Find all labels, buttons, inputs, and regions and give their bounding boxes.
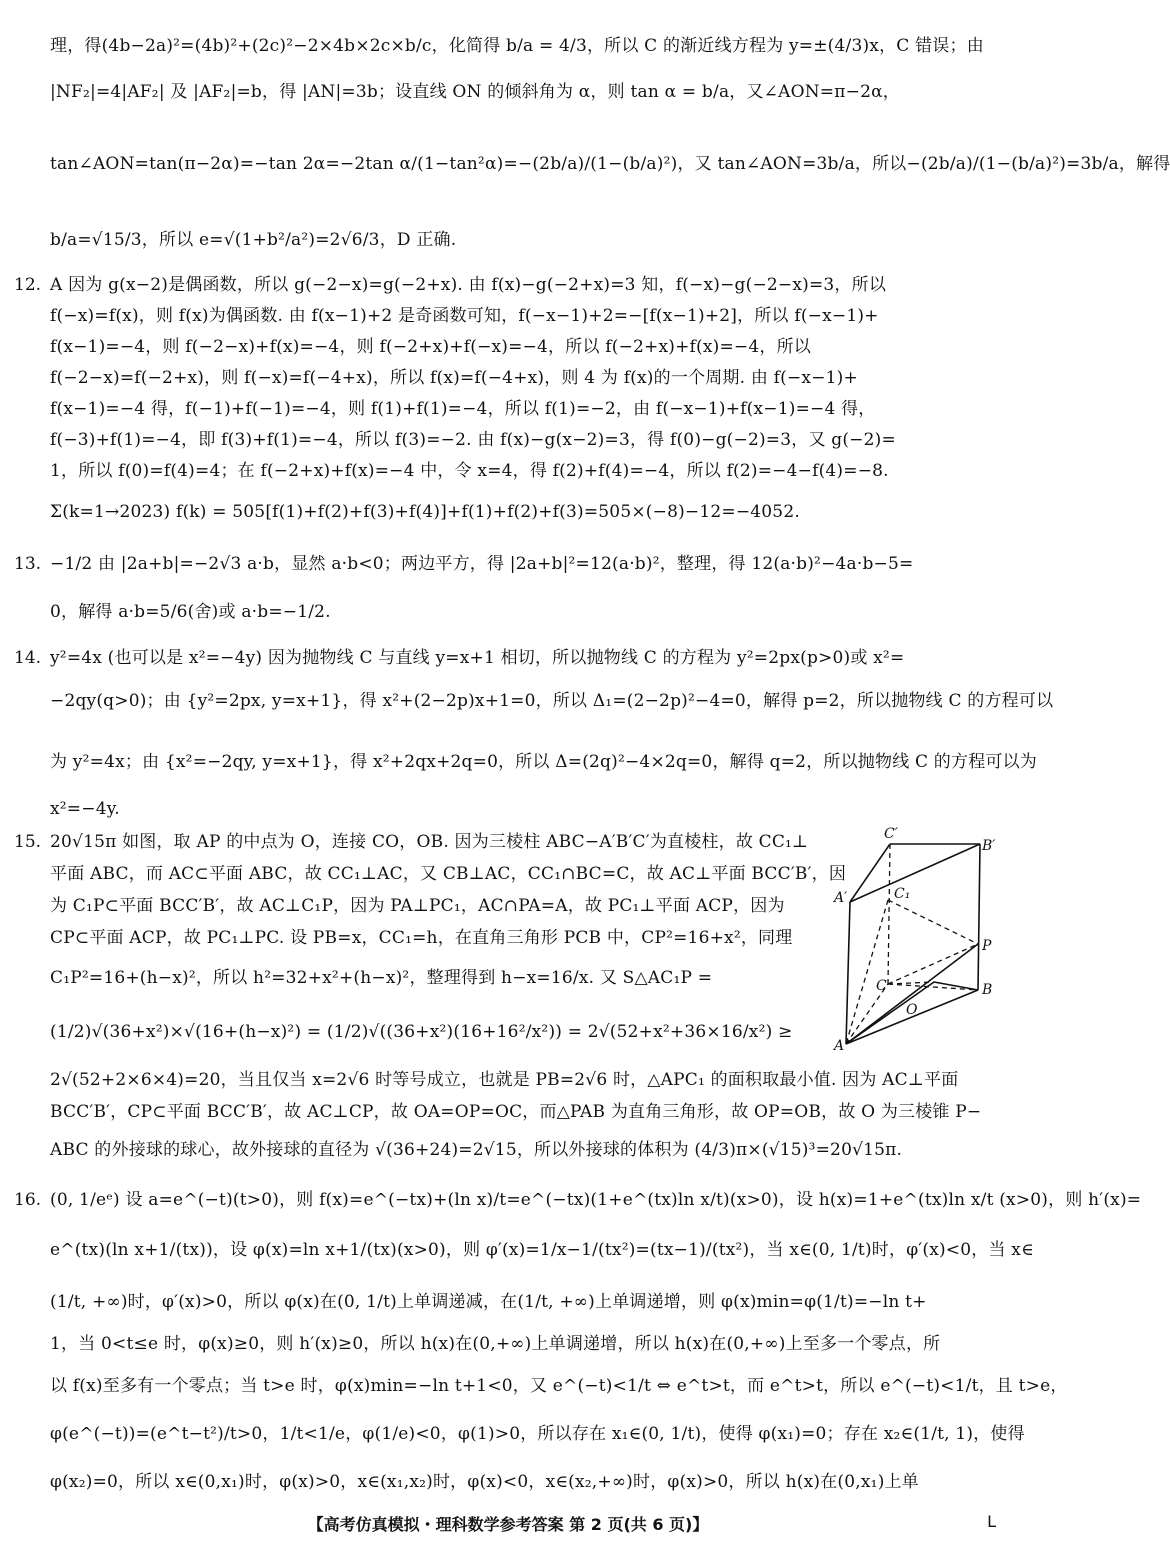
text-line: 0，解得 a·b=5/6(舍)或 a·b=−1/2. — [50, 602, 331, 622]
text-line: 为 y²=4x；由 {x²=−2qy, y=x+1}，得 x²+2qx+2q=0，所以 Δ=(2q)²−4×2q=0，解得 q=2，所以抛物线 C 的方程可以为 — [50, 752, 1038, 772]
text-line: tan∠AON=tan(π−2α)=−tan 2α=−2tan α/(1−tan²α)=−(2b/a)/(1−(b/a)²)，又 tan∠AON=3b/a，所以−(2b/a)/(1−(b/a)²)=3b/a，解得 — [50, 154, 1170, 174]
text-line: 以 f(x)至多有一个零点；当 t>e 时，φ(x)min=−ln t+1<0，又 e^(−t)<1/t ⇔ e^t>t，而 e^t>t，所以 e^(−t)<1/t，且 t>e， — [50, 1376, 1068, 1396]
text-line: φ(e^(−t))=(e^t−t²)/t>0，1/t<1/e，φ(1/e)<0，φ(1)>0，所以存在 x₁∈(0, 1/t)，使得 φ(x₁)=0；存在 x₂∈(1/t, 1)，使得 — [50, 1424, 1025, 1444]
page-footer: 【高考仿真模拟・理科数学参考答案 第 2 页(共 6 页)】 — [307, 1515, 709, 1534]
item-number: 14. — [14, 648, 42, 668]
figure-label-b-prime: B′ — [982, 838, 996, 854]
text-line: CP⊂平面 ACP，故 PC₁⊥PC. 设 PB=x，CC₁=h，在直角三角形 PCB 中，CP²=16+x²，同理 — [50, 928, 793, 948]
figure-label-c: C — [876, 978, 887, 994]
text-line: 1，当 0<t≤e 时，φ(x)≥0，则 h′(x)≥0，所以 h(x)在(0,+∞)上单调递增，所以 h(x)在(0,+∞)上至多一个零点，所 — [50, 1334, 941, 1354]
text-line: b/a=√15/3，所以 e=√(1+b²/a²)=2√6/3，D 正确. — [50, 230, 457, 250]
item-number: 12. — [14, 275, 42, 295]
text-line: 2√(52+2×6×4)=20，当且仅当 x=2√6 时等号成立，也就是 PB=2√6 时，△APC₁ 的面积取最小值. 因为 AC⊥平面 — [50, 1070, 959, 1090]
text-line: ABC 的外接球的球心，故外接球的直径为 √(36+24)=2√15，所以外接球的体积为 (4/3)π×(√15)³=20√15π. — [50, 1140, 903, 1160]
text-line: BCC′B′，CP⊂平面 BCC′B′，故 AC⊥CP，故 OA=OP=OC，而△PAB 为直角三角形，故 OP=OB，故 O 为三棱锥 P− — [50, 1102, 982, 1122]
text-line: 20√15π 如图，取 AP 的中点为 O，连接 CO，OB. 因为三棱柱 ABC−A′B′C′为直棱柱，故 CC₁⊥ — [50, 832, 809, 852]
item-number: 15. — [14, 832, 42, 852]
text-line: φ(x₂)=0，所以 x∈(0,x₁)时，φ(x)>0，x∈(x₁,x₂)时，φ(x)<0，x∈(x₂,+∞)时，φ(x)>0，所以 h(x)在(0,x₁)上单 — [50, 1472, 919, 1492]
text-line: 理，得(4b−2a)²=(4b)²+(2c)²−2×4b×2c×b/c，化简得 b/a = 4/3，所以 C 的渐近线方程为 y=±(4/3)x，C 错误；由 — [50, 36, 984, 56]
text-line: (1/t, +∞)时，φ′(x)>0，所以 φ(x)在(0, 1/t)上单调递减，在(1/t, +∞)上单调递增，则 φ(x)min=φ(1/t)=−ln t+ — [50, 1292, 927, 1312]
figure-label-a-prime: A′ — [834, 890, 848, 906]
text-line: x²=−4y. — [50, 799, 120, 819]
text-line: 1，所以 f(0)=f(4)=4；在 f(−2+x)+f(x)=−4 中，令 x=4，得 f(2)+f(4)=−4，所以 f(2)=−4−f(4)=−8. — [50, 461, 889, 481]
text-line: |NF₂|=4|AF₂| 及 |AF₂|=b，得 |AN|=3b；设直线 ON 的倾斜角为 α，则 tan α = b/a，又∠AON=π−2α， — [50, 82, 900, 102]
text-line: e^(tx)(ln x+1/(tx))，设 φ(x)=ln x+1/(tx)(x>0)，则 φ′(x)=1/x−1/(tx²)=(tx−1)/(tx²)，当 x∈(0, 1/t)时，φ′(x)<0，当 x∈ — [50, 1240, 1034, 1260]
figure-label-c-prime: C′ — [884, 826, 898, 842]
figure-label-b: B — [982, 982, 993, 998]
text-line: f(−3)+f(1)=−4，即 f(3)+f(1)=−4，所以 f(3)=−2. 由 f(x)−g(x−2)=3，得 f(0)−g(−2)=3，又 g(−2)= — [50, 430, 896, 450]
text-line: 平面 ABC，而 AC⊂平面 ABC，故 CC₁⊥AC，又 CB⊥AC，CC₁∩BC=C，故 AC⊥平面 BCC′B′，因 — [50, 864, 847, 884]
text-line: C₁P²=16+(h−x)²，所以 h²=32+x²+(h−x)²，整理得到 h−x=16/x. 又 S△AC₁P = — [50, 968, 713, 988]
figure-label-p: P — [982, 938, 992, 954]
text-line: (0, 1/eᵉ) 设 a=e^(−t)(t>0)，则 f(x)=e^(−tx)+(ln x)/t=e^(−tx)(1+e^(tx)ln x/t)(x>0)，设 h(x)=1+e^(tx)ln x/t (x>0)，则 h′(x)= — [50, 1190, 1142, 1210]
text-line: f(−x)=f(x)，则 f(x)为偶函数. 由 f(x−1)+2 是奇函数可知，f(−x−1)+2=−[f(x−1)+2]，所以 f(−x−1)+ — [50, 306, 879, 326]
figure-label-a: A — [834, 1038, 845, 1054]
text-line: −1/2 由 |2a+b|=−2√3 a·b，显然 a·b<0；两边平方，得 |2a+b|²=12(a·b)²，整理，得 12(a·b)²−4a·b−5= — [50, 554, 914, 574]
text-line: A 因为 g(x−2)是偶函数，所以 g(−2−x)=g(−2+x). 由 f(x)−g(−2+x)=3 知，f(−x)−g(−2−x)=3，所以 — [50, 275, 887, 295]
text-line: (1/2)√(36+x²)×√(16+(h−x)²) = (1/2)√((36+x²)(16+16²/x²)) = 2√(52+x²+36×16/x²) ≥ — [50, 1022, 793, 1042]
text-line: 为 C₁P⊂平面 BCC′B′，故 AC⊥C₁P，因为 PA⊥PC₁，AC∩PA=A，故 PC₁⊥平面 ACP，因为 — [50, 896, 785, 916]
footer-mark: L — [987, 1512, 996, 1531]
item-number: 13. — [14, 554, 42, 574]
text-line: y²=4x (也可以是 x²=−4y) 因为抛物线 C 与直线 y=x+1 相切，所以抛物线 C 的方程为 y²=2px(p>0)或 x²= — [50, 648, 905, 668]
prism-figure — [832, 822, 1002, 1052]
text-line: f(−2−x)=f(−2+x)，则 f(−x)=f(−4+x)，所以 f(x)=f(−4+x)，则 4 为 f(x)的一个周期. 由 f(−x−1)+ — [50, 368, 858, 388]
item-number: 16. — [14, 1190, 42, 1210]
text-line: f(x−1)=−4 得，f(−1)+f(−1)=−4，则 f(1)+f(1)=−4，所以 f(1)=−2，由 f(−x−1)+f(x−1)=−4 得， — [50, 399, 876, 419]
text-line: Σ(k=1→2023) f(k) = 505[f(1)+f(2)+f(3)+f(4)]+f(1)+f(2)+f(3)=505×(−8)−12=−4052. — [50, 502, 800, 522]
figure-label-o: O — [906, 1002, 918, 1018]
text-line: −2qy(q>0)；由 {y²=2px, y=x+1}，得 x²+(2−2p)x+1=0，所以 Δ₁=(2−2p)²−4=0，解得 p=2，所以抛物线 C 的方程可以 — [50, 691, 1054, 711]
figure-label-c1: C₁ — [894, 886, 911, 902]
text-line: f(x−1)=−4，则 f(−2−x)+f(x)=−4，则 f(−2+x)+f(−x)=−4，所以 f(−2+x)+f(x)=−4，所以 — [50, 337, 811, 357]
